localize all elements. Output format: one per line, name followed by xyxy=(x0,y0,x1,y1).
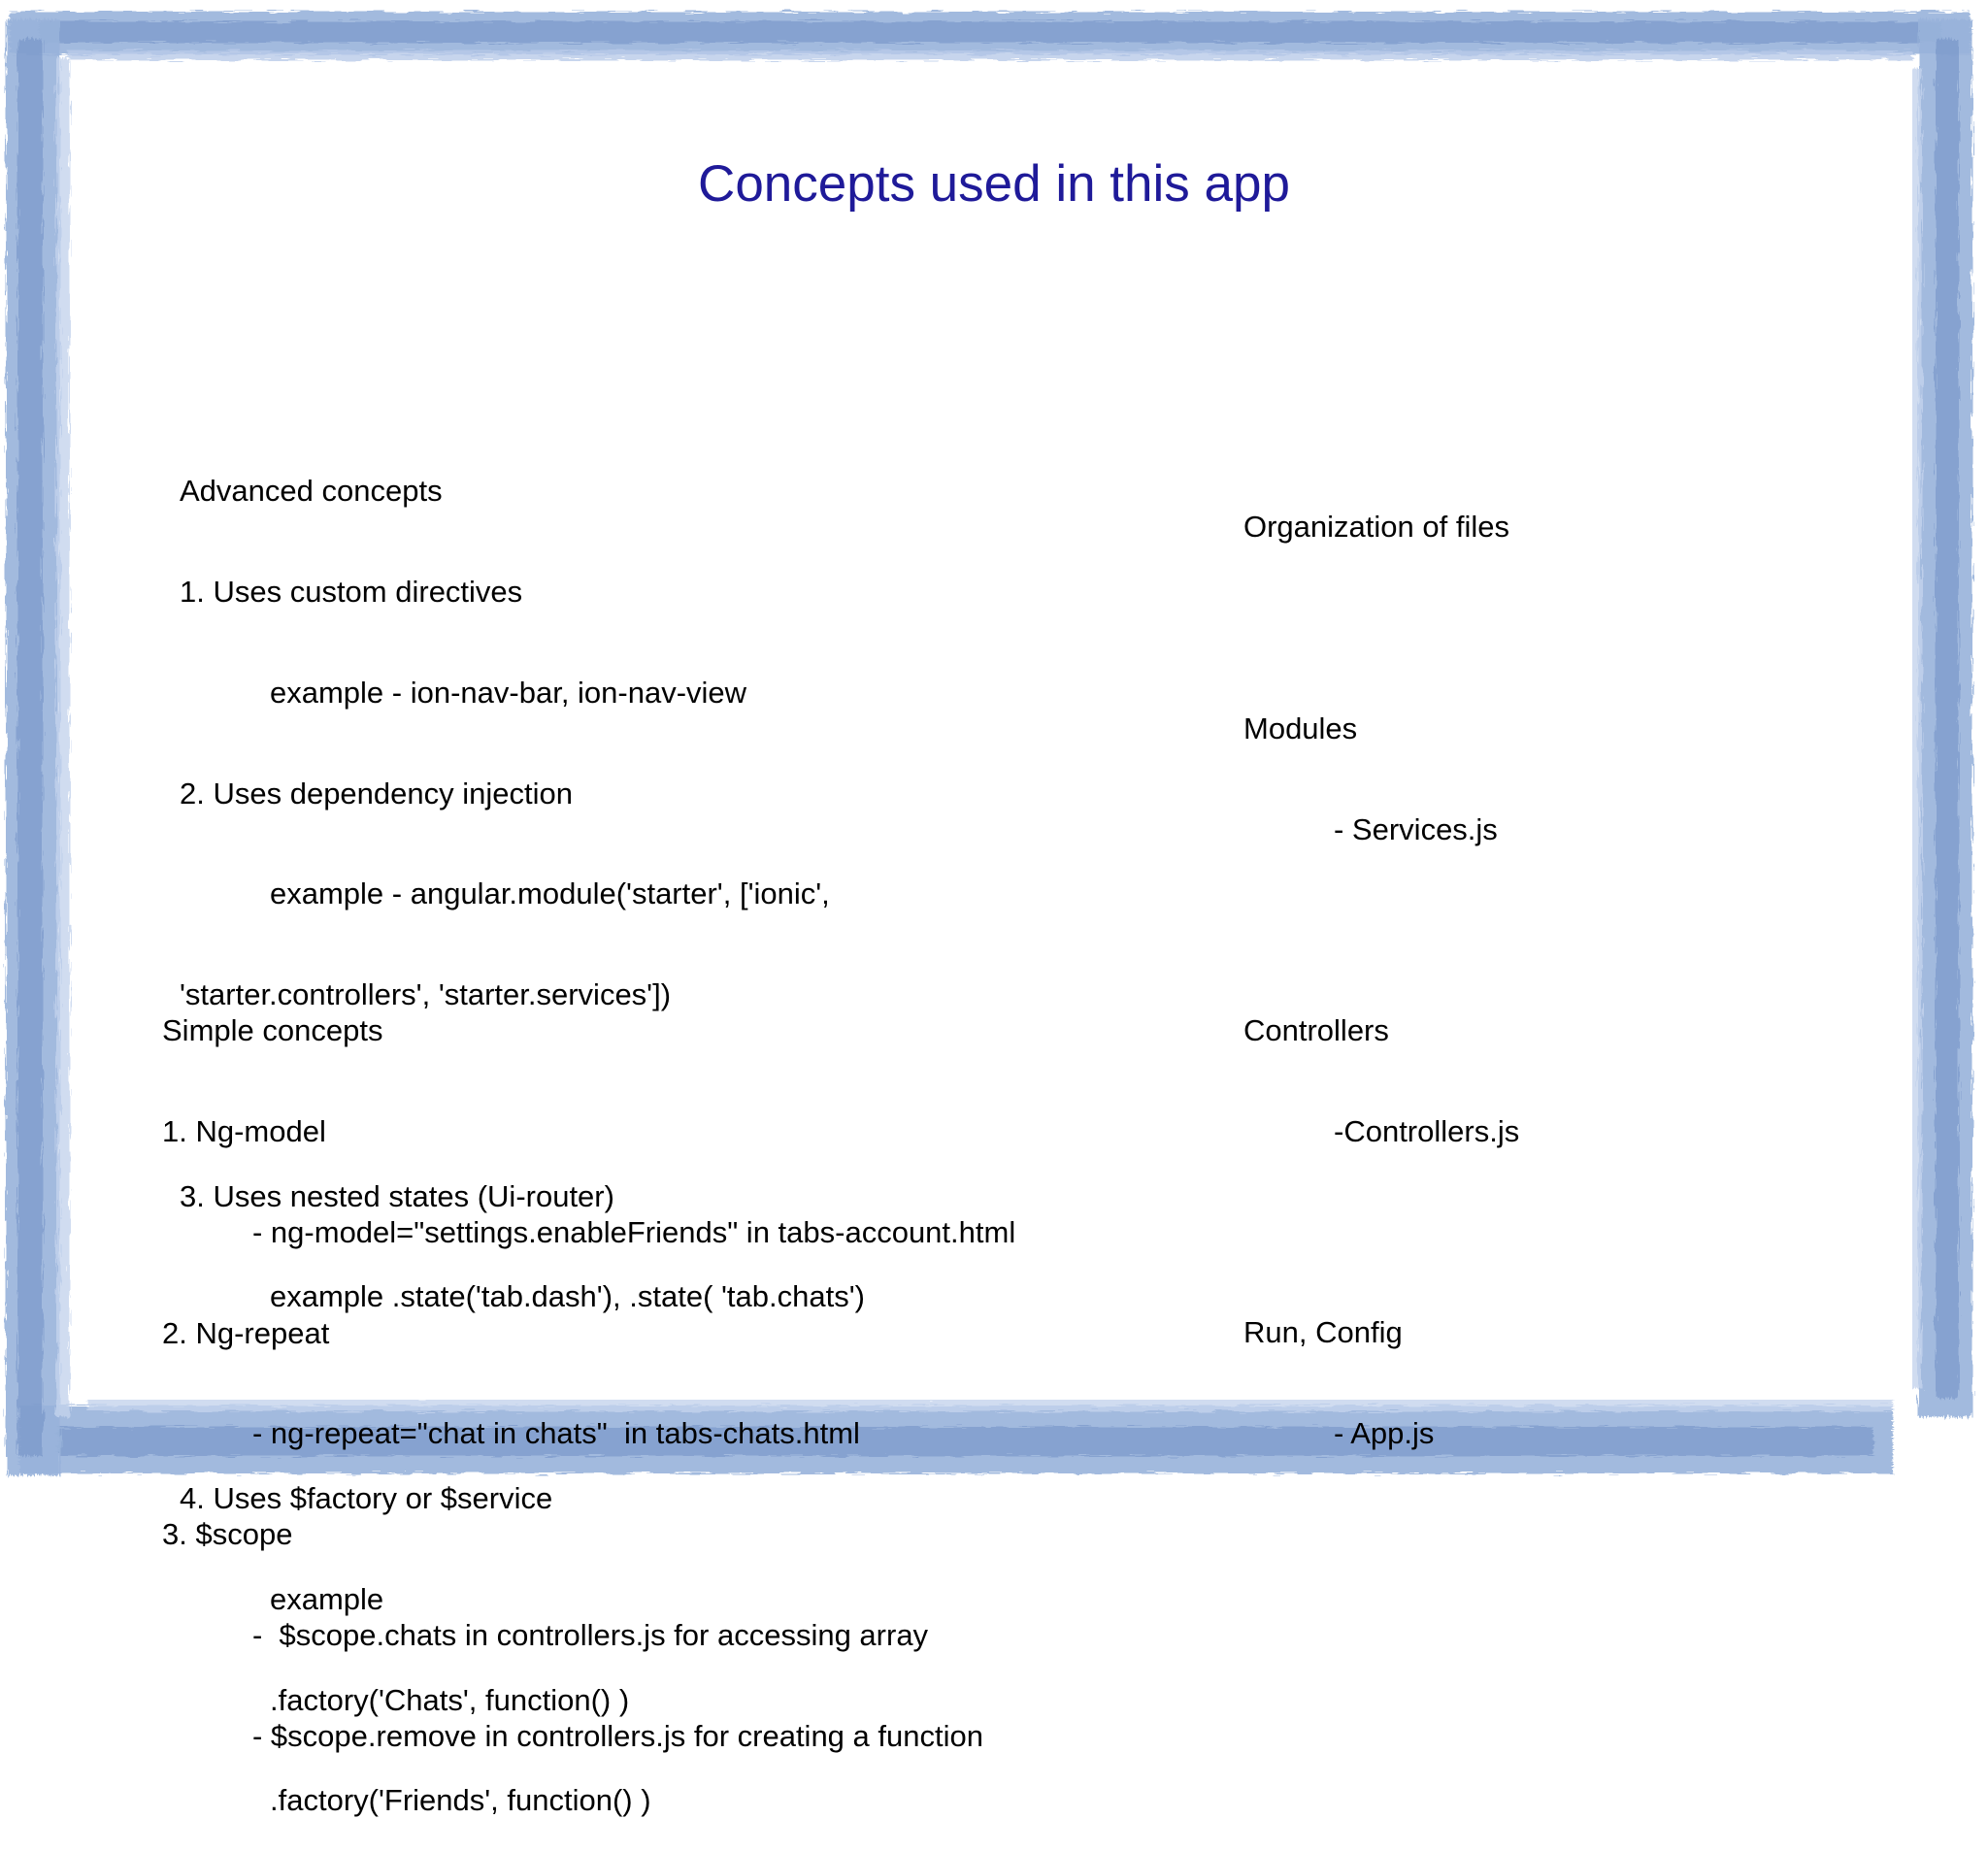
advanced-item-1-example: example - ion-nav-bar, ion-nav-view xyxy=(270,675,747,710)
advanced-item-3: 3. Uses nested states (Ui-router) xyxy=(180,1178,614,1213)
advanced-item-3-example: example .state('tab.dash'), .state( 'tab.chats') xyxy=(270,1279,865,1314)
simple-item-3-detail-function: - $scope.remove in controllers.js for creating a function xyxy=(252,1718,983,1753)
advanced-item-4: 4. Uses $factory or $service xyxy=(180,1481,553,1515)
slide-title: Concepts used in this app xyxy=(698,155,1290,213)
file-organization-block xyxy=(1243,444,1519,1484)
simple-item-2: 2. Ng-repeat xyxy=(162,1315,330,1350)
file-organization-heading: Organization of files xyxy=(1243,510,1509,545)
modules-file: - Services.js xyxy=(1334,811,1498,846)
advanced-item-4-example-chats: .factory('Chats', function() ) xyxy=(270,1682,630,1717)
simple-item-2-detail: - ng-repeat="chat in chats" in tabs-chats.html xyxy=(252,1416,860,1451)
advanced-item-1: 1. Uses custom directives xyxy=(180,574,523,609)
simple-item-3-detail-array: - $scope.chats in controllers.js for accessing array xyxy=(252,1617,929,1652)
spacer xyxy=(1243,612,1519,645)
simple-item-3: 3. $scope xyxy=(162,1517,293,1552)
modules-label: Modules xyxy=(1243,711,1358,745)
spacer xyxy=(1243,1216,1519,1250)
frame-right-edge xyxy=(1908,19,1972,1417)
frame-top-edge xyxy=(10,12,1971,60)
advanced-item-2: 2. Uses dependency injection xyxy=(180,776,573,810)
advanced-item-2-example-cont: 'starter.controllers', 'starter.services']) xyxy=(180,977,672,1012)
simple-concepts-heading: Simple concepts xyxy=(162,1013,383,1048)
frame-left-edge xyxy=(6,19,70,1475)
advanced-item-4-example-label: example xyxy=(270,1581,384,1616)
simple-item-1-detail: - ng-model="settings.enableFriends" in tabs-account.html xyxy=(252,1214,1016,1249)
simple-concepts-block xyxy=(162,947,1015,1787)
run-config-label: Run, Config xyxy=(1243,1315,1403,1350)
spacer xyxy=(1243,913,1519,947)
run-config-file: - App.js xyxy=(1334,1416,1435,1451)
advanced-concepts-heading: Advanced concepts xyxy=(180,474,443,509)
advanced-item-4-example-friends: .factory('Friends', function() ) xyxy=(270,1783,651,1818)
controllers-file: -Controllers.js xyxy=(1334,1113,1520,1148)
simple-item-1: 1. Ng-model xyxy=(162,1113,326,1148)
controllers-label: Controllers xyxy=(1243,1013,1389,1048)
advanced-item-2-example: example - angular.module('starter', ['ionic', xyxy=(270,876,830,911)
